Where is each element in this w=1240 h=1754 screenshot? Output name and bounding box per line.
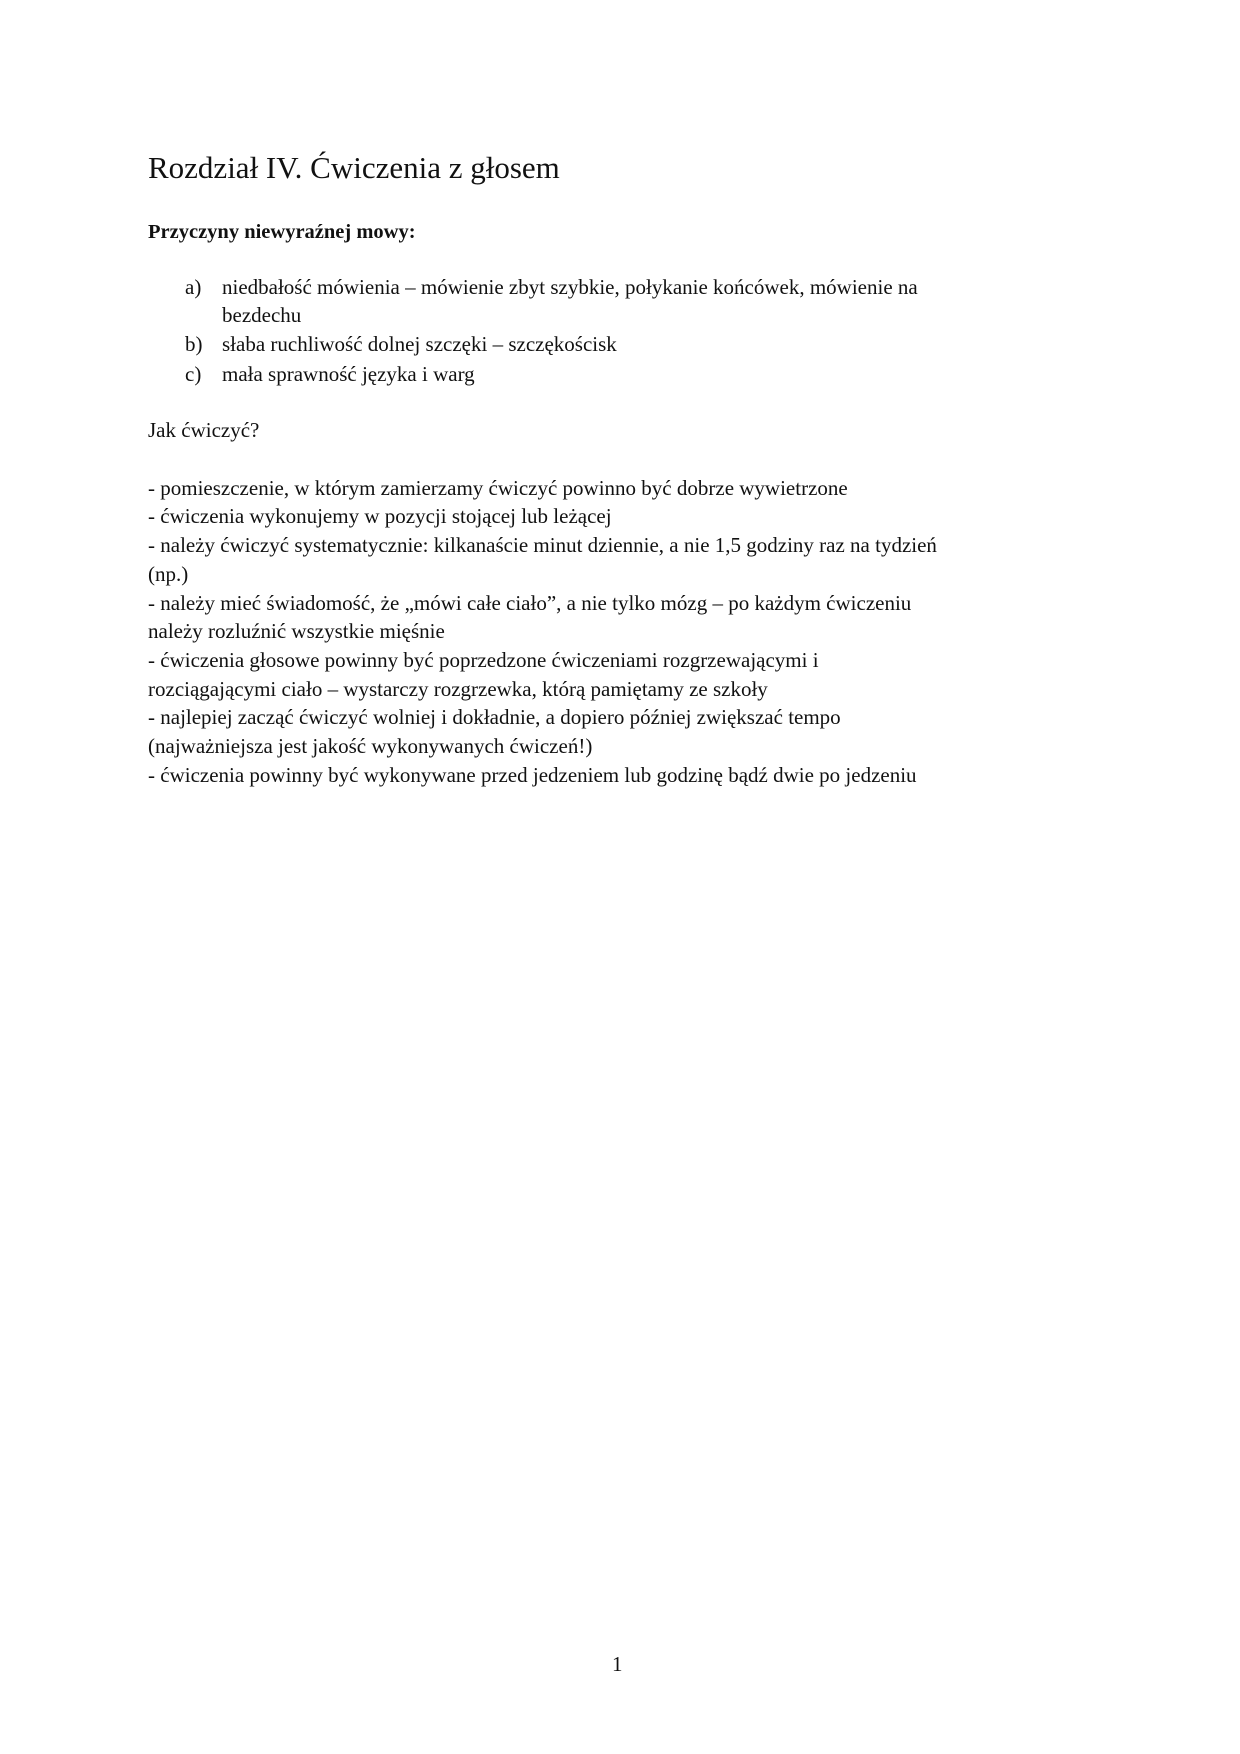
- text-line: - najlepiej zacząć ćwiczyć wolniej i dokładnie, a dopiero później zwiększać tempo: [148, 705, 841, 729]
- text-line: należy rozluźnić wszystkie mięśnie: [148, 619, 445, 643]
- section-heading: Przyczyny niewyraźnej mowy:: [148, 221, 416, 243]
- list-text: niedbałość mówienia – mówienie zbyt szybkie, połykanie końcówek, mówienie na: [222, 275, 918, 299]
- list-text: słaba ruchliwość dolnej szczęki – szczękościsk: [222, 332, 617, 356]
- text-line: - należy ćwiczyć systematycznie: kilkanaście minut dziennie, a nie 1,5 godziny raz na tydzień: [148, 533, 937, 557]
- subheading: Jak ćwiczyć?: [148, 418, 260, 442]
- text-line: - ćwiczenia głosowe powinny być poprzedzone ćwiczeniami rozgrzewającymi i: [148, 648, 819, 672]
- page-number: 1: [612, 1652, 623, 1676]
- text-line: - należy mieć świadomość, że „mówi całe ciało”, a nie tylko mózg – po każdym ćwiczeniu: [148, 591, 912, 615]
- text-line: (np.): [148, 562, 189, 586]
- text-line: - ćwiczenia wykonujemy w pozycji stojącej lub leżącej: [148, 504, 612, 528]
- list-text: bezdechu: [222, 303, 302, 327]
- text-line: - pomieszczenie, w którym zamierzamy ćwiczyć powinno być dobrze wywietrzone: [148, 476, 848, 500]
- text-line: rozciągającymi ciało – wystarczy rozgrzewka, którą pamiętamy ze szkoły: [148, 677, 768, 701]
- list-label: c): [185, 362, 202, 386]
- text-line: - ćwiczenia powinny być wykonywane przed jedzeniem lub godzinę bądź dwie po jedzeniu: [148, 763, 917, 787]
- list-label: b): [185, 332, 203, 356]
- text-line: (najważniejsza jest jakość wykonywanych ćwiczeń!): [148, 734, 593, 758]
- page-title: Rozdział IV. Ćwiczenia z głosem: [148, 150, 560, 185]
- list-text: mała sprawność języka i warg: [222, 362, 475, 386]
- list-label: a): [185, 275, 202, 299]
